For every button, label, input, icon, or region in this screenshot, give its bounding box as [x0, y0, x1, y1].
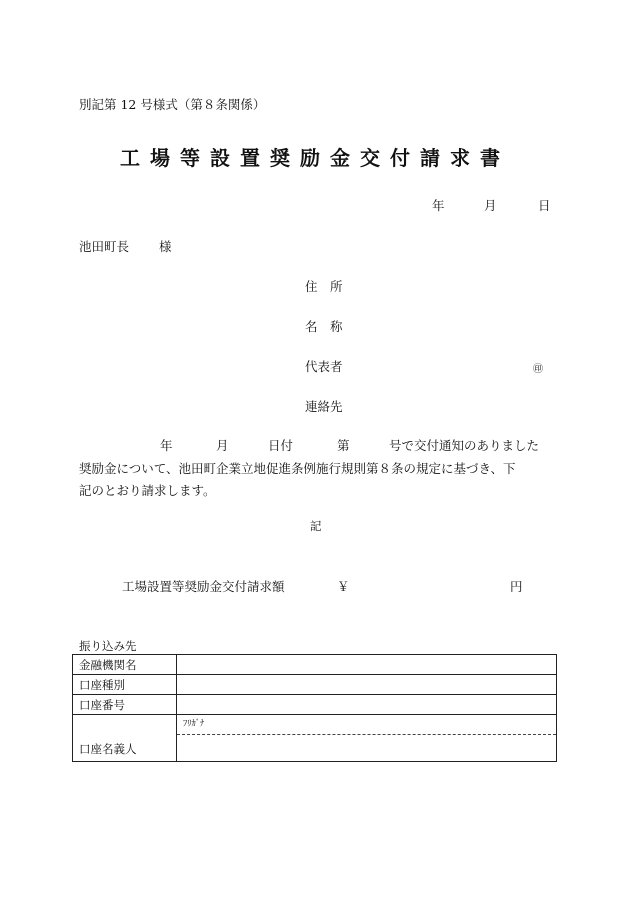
representative-label: 代表者 — [305, 359, 343, 374]
body-month: 月 — [216, 438, 229, 453]
body-line-2: 奨励金について、池田町企業立地促進条例施行規則第８条の規定に基づき、下 — [79, 461, 516, 476]
account-type-label: 口座種別 — [73, 675, 177, 695]
currency-symbol: ￥ — [337, 579, 350, 594]
bank-name-label: 金融機関名 — [73, 655, 177, 675]
account-number-field[interactable] — [177, 695, 557, 715]
addressee-name: 池田町長 — [79, 239, 130, 254]
ki-mark: 記 — [310, 519, 322, 533]
account-number-label: 口座番号 — [73, 695, 177, 715]
table-row — [73, 695, 557, 715]
addressee-honorific: 様 — [159, 239, 172, 254]
table-row — [73, 715, 557, 762]
date-month: 月 — [484, 198, 497, 213]
bank-name-field[interactable] — [177, 655, 557, 675]
body-year: 年 — [160, 438, 173, 453]
account-holder-label: 口座名義人 — [73, 715, 177, 762]
body-number-prefix: 第 — [337, 438, 350, 453]
address-label: 住 所 — [305, 279, 343, 294]
date-year: 年 — [432, 198, 445, 213]
table-row — [73, 655, 557, 675]
table-row — [73, 675, 557, 695]
account-type-field[interactable] — [177, 675, 557, 695]
furigana-label: ﾌﾘｶﾞﾅ — [177, 715, 556, 735]
date-day: 日 — [538, 198, 551, 213]
form-number: 別記第 12 号様式（第８条関係） — [79, 97, 266, 112]
body-line-3: 記のとおり請求します。 — [79, 483, 216, 498]
body-number-suffix: 号で交付通知のありました — [389, 438, 540, 453]
document-title: 工場等設置奨励金交付請求書 — [120, 146, 510, 170]
amount-unit: 円 — [510, 579, 523, 594]
account-holder-field[interactable] — [177, 715, 557, 762]
seal-mark: ㊞ — [533, 364, 543, 375]
bank-table — [72, 654, 557, 762]
claim-label: 工場設置等奨励金交付請求額 — [122, 579, 285, 594]
bank-heading: 振り込み先 — [79, 639, 137, 653]
name-label: 名 称 — [305, 319, 343, 334]
contact-label: 連絡先 — [305, 399, 343, 414]
body-date-suffix: 日付 — [268, 438, 294, 453]
